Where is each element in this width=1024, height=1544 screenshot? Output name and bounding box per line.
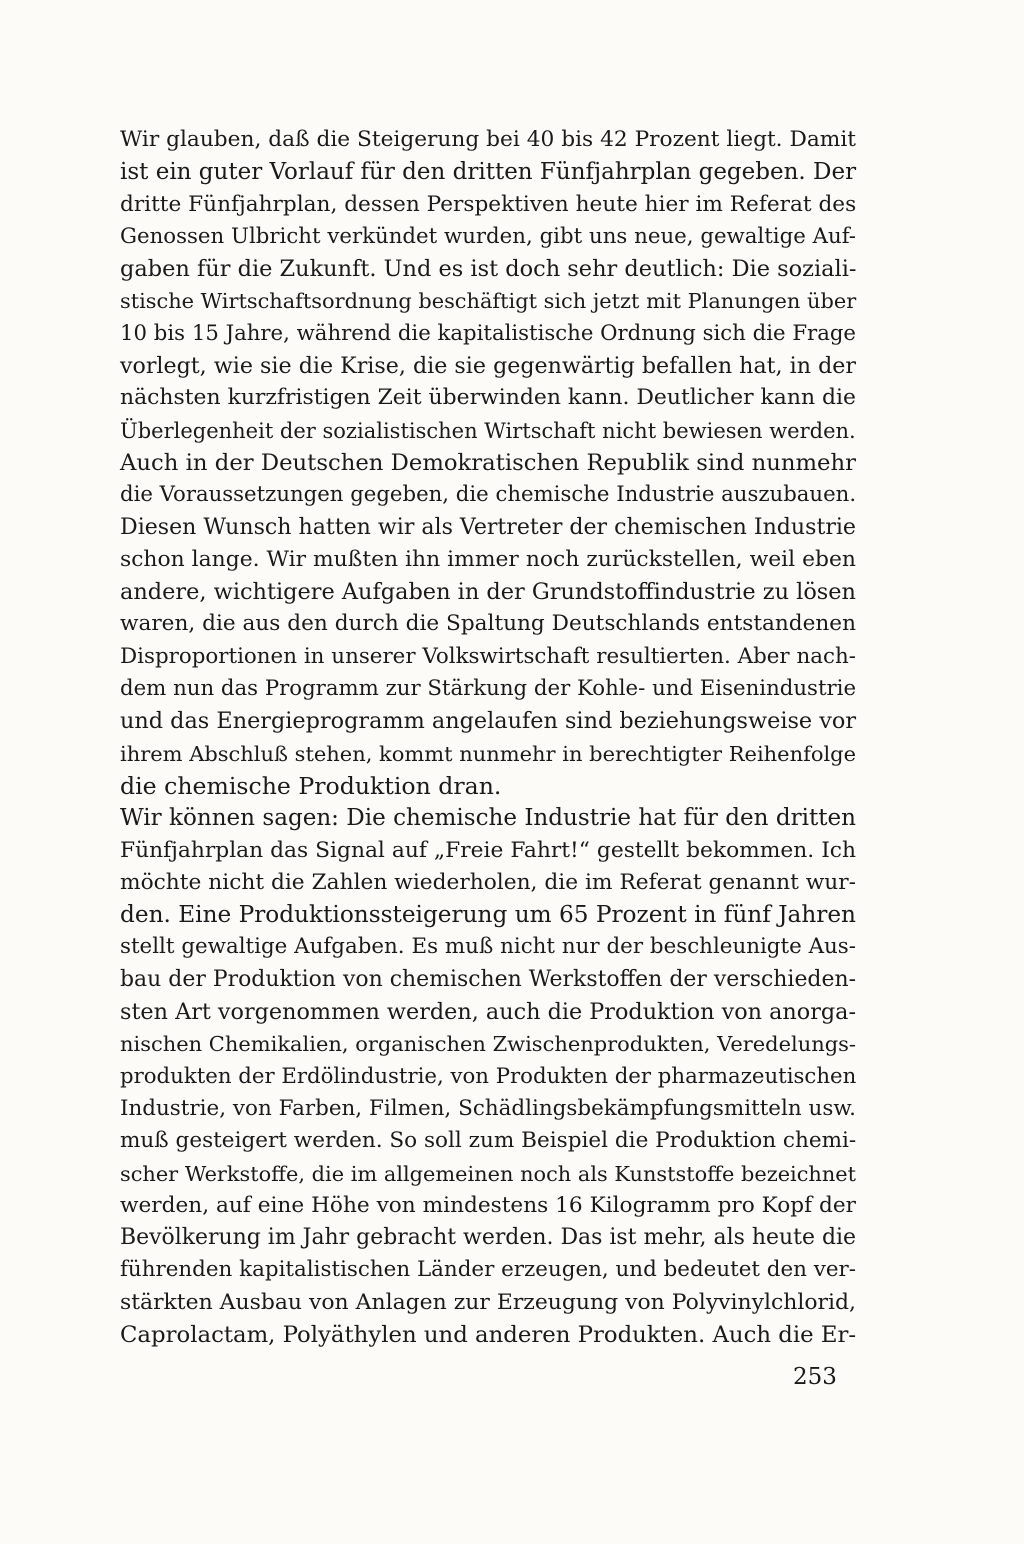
text-line: muß gesteigert werden. So soll zum Beispiel die Produktion chemi- <box>120 1128 857 1154</box>
text-line: nischen Chemikalien, organischen Zwischenprodukten, Veredelungs- <box>120 1032 856 1057</box>
page-number: 253 <box>793 1364 837 1390</box>
text-line: den. Eine Produktionssteigerung um 65 Prozent in fünf Jahren <box>120 901 856 929</box>
text-line: ihrem Abschluß stehen, kommt nunmehr in berechtigter Reihenfolge <box>120 741 856 766</box>
text-line: Wir können sagen: Die chemische Industrie hat für den dritten <box>120 805 856 832</box>
text-line: Auch in der Deutschen Demokratischen Republik sind nunmehr <box>120 449 856 476</box>
text-line: führenden kapitalistischen Länder erzeugen, und bedeutet den ver- <box>120 1257 856 1283</box>
text-line: dem nun das Programm zur Stärkung der Kohle- und Eisenindustrie <box>120 676 857 702</box>
text-line: waren, die aus den durch die Spaltung Deutschlands entstandenen <box>120 611 856 637</box>
text-line: dritte Fünfjahrplan, dessen Perspektiven heute hier im Referat des <box>120 191 857 217</box>
body-text <box>120 124 856 1351</box>
text-line: schon lange. Wir mußten ihn immer noch zurückstellen, weil eben <box>120 546 856 572</box>
text-line: Bevölkerung im Jahr gebracht werden. Das ist mehr, als heute die <box>120 1225 856 1251</box>
text-line: scher Werkstoffe, die im allgemeinen noch als Kunststoffe bezeichnet <box>120 1161 856 1186</box>
text-line: Genossen Ulbricht verkündet wurden, gibt uns neue, gewaltige Auf- <box>120 223 856 249</box>
text-line: Wir glauben, daß die Steigerung bei 40 bis 42 Prozent liegt. Damit <box>120 127 856 152</box>
text-line: nächsten kurzfristigen Zeit überwinden kann. Deutlicher kann die <box>120 385 856 411</box>
text-line: gaben für die Zukunft. Und es ist doch sehr deutlich: Die soziali- <box>120 256 857 283</box>
text-line: die Voraussetzungen gegeben, die chemische Industrie auszubauen. <box>120 482 857 508</box>
text-line: bau der Produktion von chemischen Werkstoffen der verschieden- <box>120 966 856 992</box>
text-line: werden, auf eine Höhe von mindestens 16 Kilogramm pro Kopf der <box>120 1192 856 1218</box>
text-line: Disproportionen in unserer Volkswirtschaft resultierten. Aber nach- <box>120 643 856 669</box>
text-line: 10 bis 15 Jahre, während die kapitalistische Ordnung sich die Frage <box>120 320 856 346</box>
text-line: produkten der Erdölindustrie, von Produkten der pharmazeutischen <box>120 1063 857 1089</box>
text-line: stellt gewaltige Aufgaben. Es muß nicht nur der beschleunigte Aus- <box>120 934 856 960</box>
text-line: stische Wirtschaftsordnung beschäftigt sich jetzt mit Planungen über <box>120 289 857 314</box>
text-line: andere, wichtigere Aufgaben in der Grundstoffindustrie zu lösen <box>120 579 856 606</box>
text-line: Diesen Wunsch hatten wir als Vertreter der chemischen Industrie <box>120 514 856 540</box>
text-line: ist ein guter Vorlauf für den dritten Fünfjahrplan gegeben. Der <box>120 159 857 186</box>
text-line: Industrie, von Farben, Filmen, Schädlingsbekämpfungsmitteln usw. <box>120 1095 856 1121</box>
text-line: sten Art vorgenommen werden, auch die Produktion von anorga- <box>120 999 856 1026</box>
text-line: vorlegt, wie sie die Krise, die sie gegenwärtig befallen hat, in der <box>120 353 856 380</box>
text-line: Überlegenheit der sozialistischen Wirtschaft nicht bewiesen werden. <box>120 418 856 443</box>
text-line: Caprolactam, Polyäthylen und anderen Produkten. Auch die Er- <box>120 1321 857 1348</box>
text-line: möchte nicht die Zahlen wiederholen, die im Referat genannt wur- <box>120 869 856 895</box>
text-line: Fünfjahrplan das Signal auf „Freie Fahrt!“ gestellt bekommen. Ich <box>120 837 856 863</box>
text-line: und das Energieprogramm angelaufen sind beziehungsweise vor <box>120 708 857 735</box>
text-line: stärkten Ausbau von Anlagen zur Erzeugung von Polyvinylchlorid, <box>120 1289 856 1315</box>
text-line: die chemische Produktion dran. <box>120 771 502 800</box>
